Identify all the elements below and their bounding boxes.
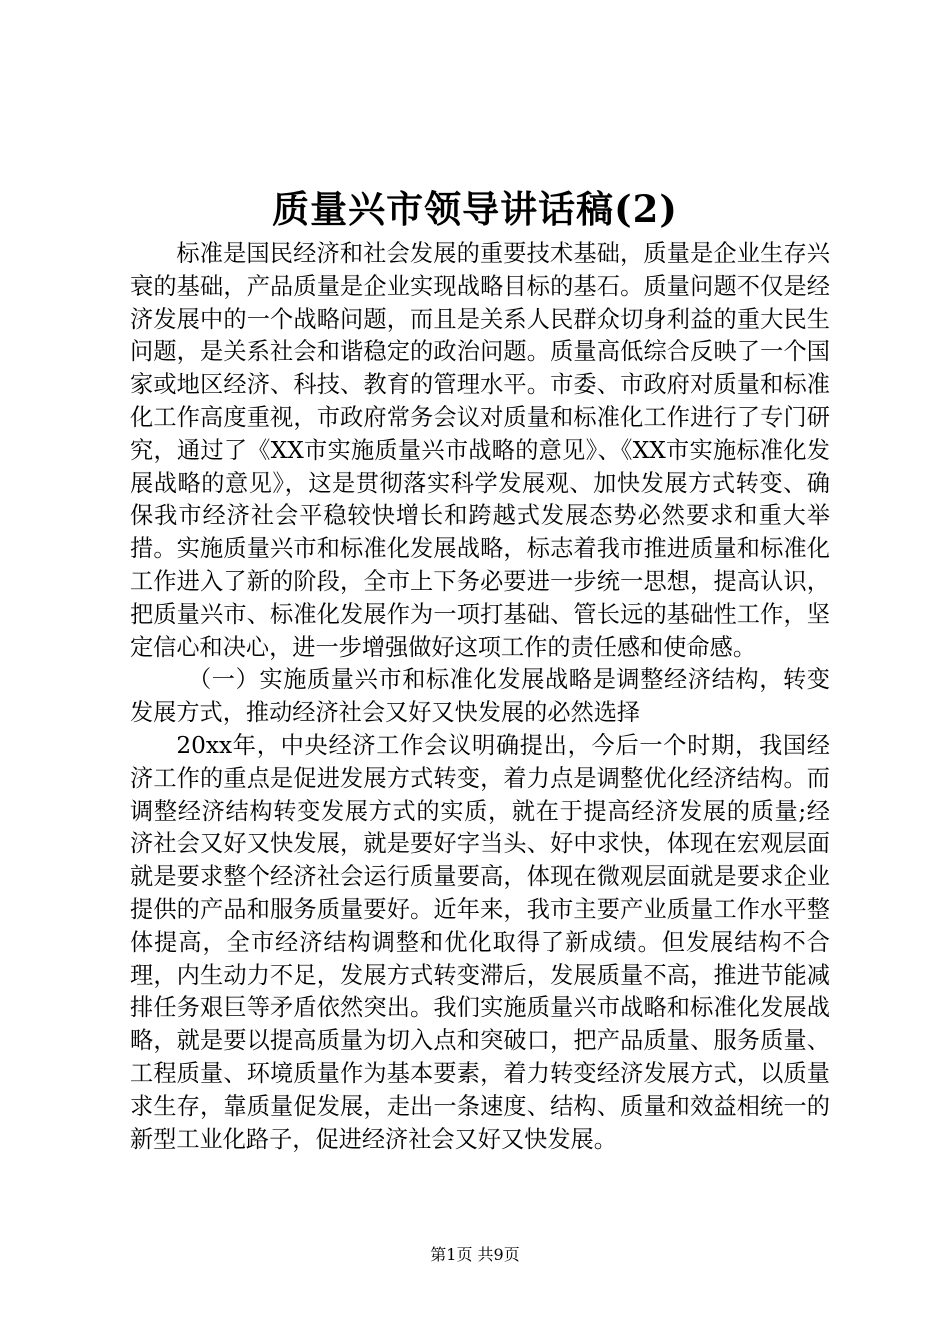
page-number-footer: 第1页 共9页 (430, 1245, 520, 1264)
document-body (130, 238, 830, 1156)
page-title: 质量兴市领导讲话稿(2) (272, 187, 678, 231)
paragraph-intro: 标准是国民经济和社会发展的重要技术基础，质量是企业生存兴衰的基础，产品质量是企业实现战略目标的基石。质量问题不仅是经济发展中的一个战略问题，而且是关系人民群众切身利益的重大民生问题，是关系社会和谐稳定的政治问题。质量高低综合反映了一个国家或地区经济、科技、教育的管理水平。市委、市政府对质量和标准化工作高度重视，市政府常务会议对质量和标准化工作进行了专门研究，通过了《XX市实施质量兴市战略的意见》、《XX市实施标准化发展战略的意见》，这是贯彻落实科学发展观、加快发展方式转变、确保我市经济社会平稳较快增长和跨越式发展态势必然要求和重大举措。实施质量兴市和标准化发展战略，标志着我市推进质量和标准化工作进入了新的阶段，全市上下务必要进一步统一思想，提高认识，把质量兴市、标准化发展作为一项打基础、管长远的基础性工作，坚定信心和决心，进一步增强做好这项工作的责任感和使命感。 (130, 240, 830, 661)
paragraph-section-1: 20xx年，中央经济工作会议明确提出，今后一个时期，我国经济工作的重点是促进发展方式转变，着力点是调整优化经济结构。而调整经济结构转变发展方式的实质，就在于提高经济发展的质量;经济社会又好又快发展，就是要好字当头、好中求快，体现在宏观层面就是要求整个经济社会运行质量要高，体现在微观层面就是要求企业提供的产品和服务质量要好。近年来，我市主要产业质量工作水平整体提高，全市经济结构调整和优化取得了新成绩。但发展结构不合理，内生动力不足，发展方式转变滞后，发展质量不高，推进节能减排任务艰巨等矛盾依然突出。我们实施质量兴市战略和标准化发展战略，就是要以提高质量为切入点和突破口，把产品质量、服务质量、工程质量、环境质量作为基本要素，着力转变经济发展方式，以质量求生存，靠质量促发展，走出一条速度、结构、质量和效益相统一的新型工业化路子，促进经济社会又好又快发展。 (130, 731, 830, 1153)
section-heading: （一）实施质量兴市和标准化发展战略是调整经济结构，转变发展方式，推动经济社会又好又快发展的必然选择 (130, 666, 830, 727)
